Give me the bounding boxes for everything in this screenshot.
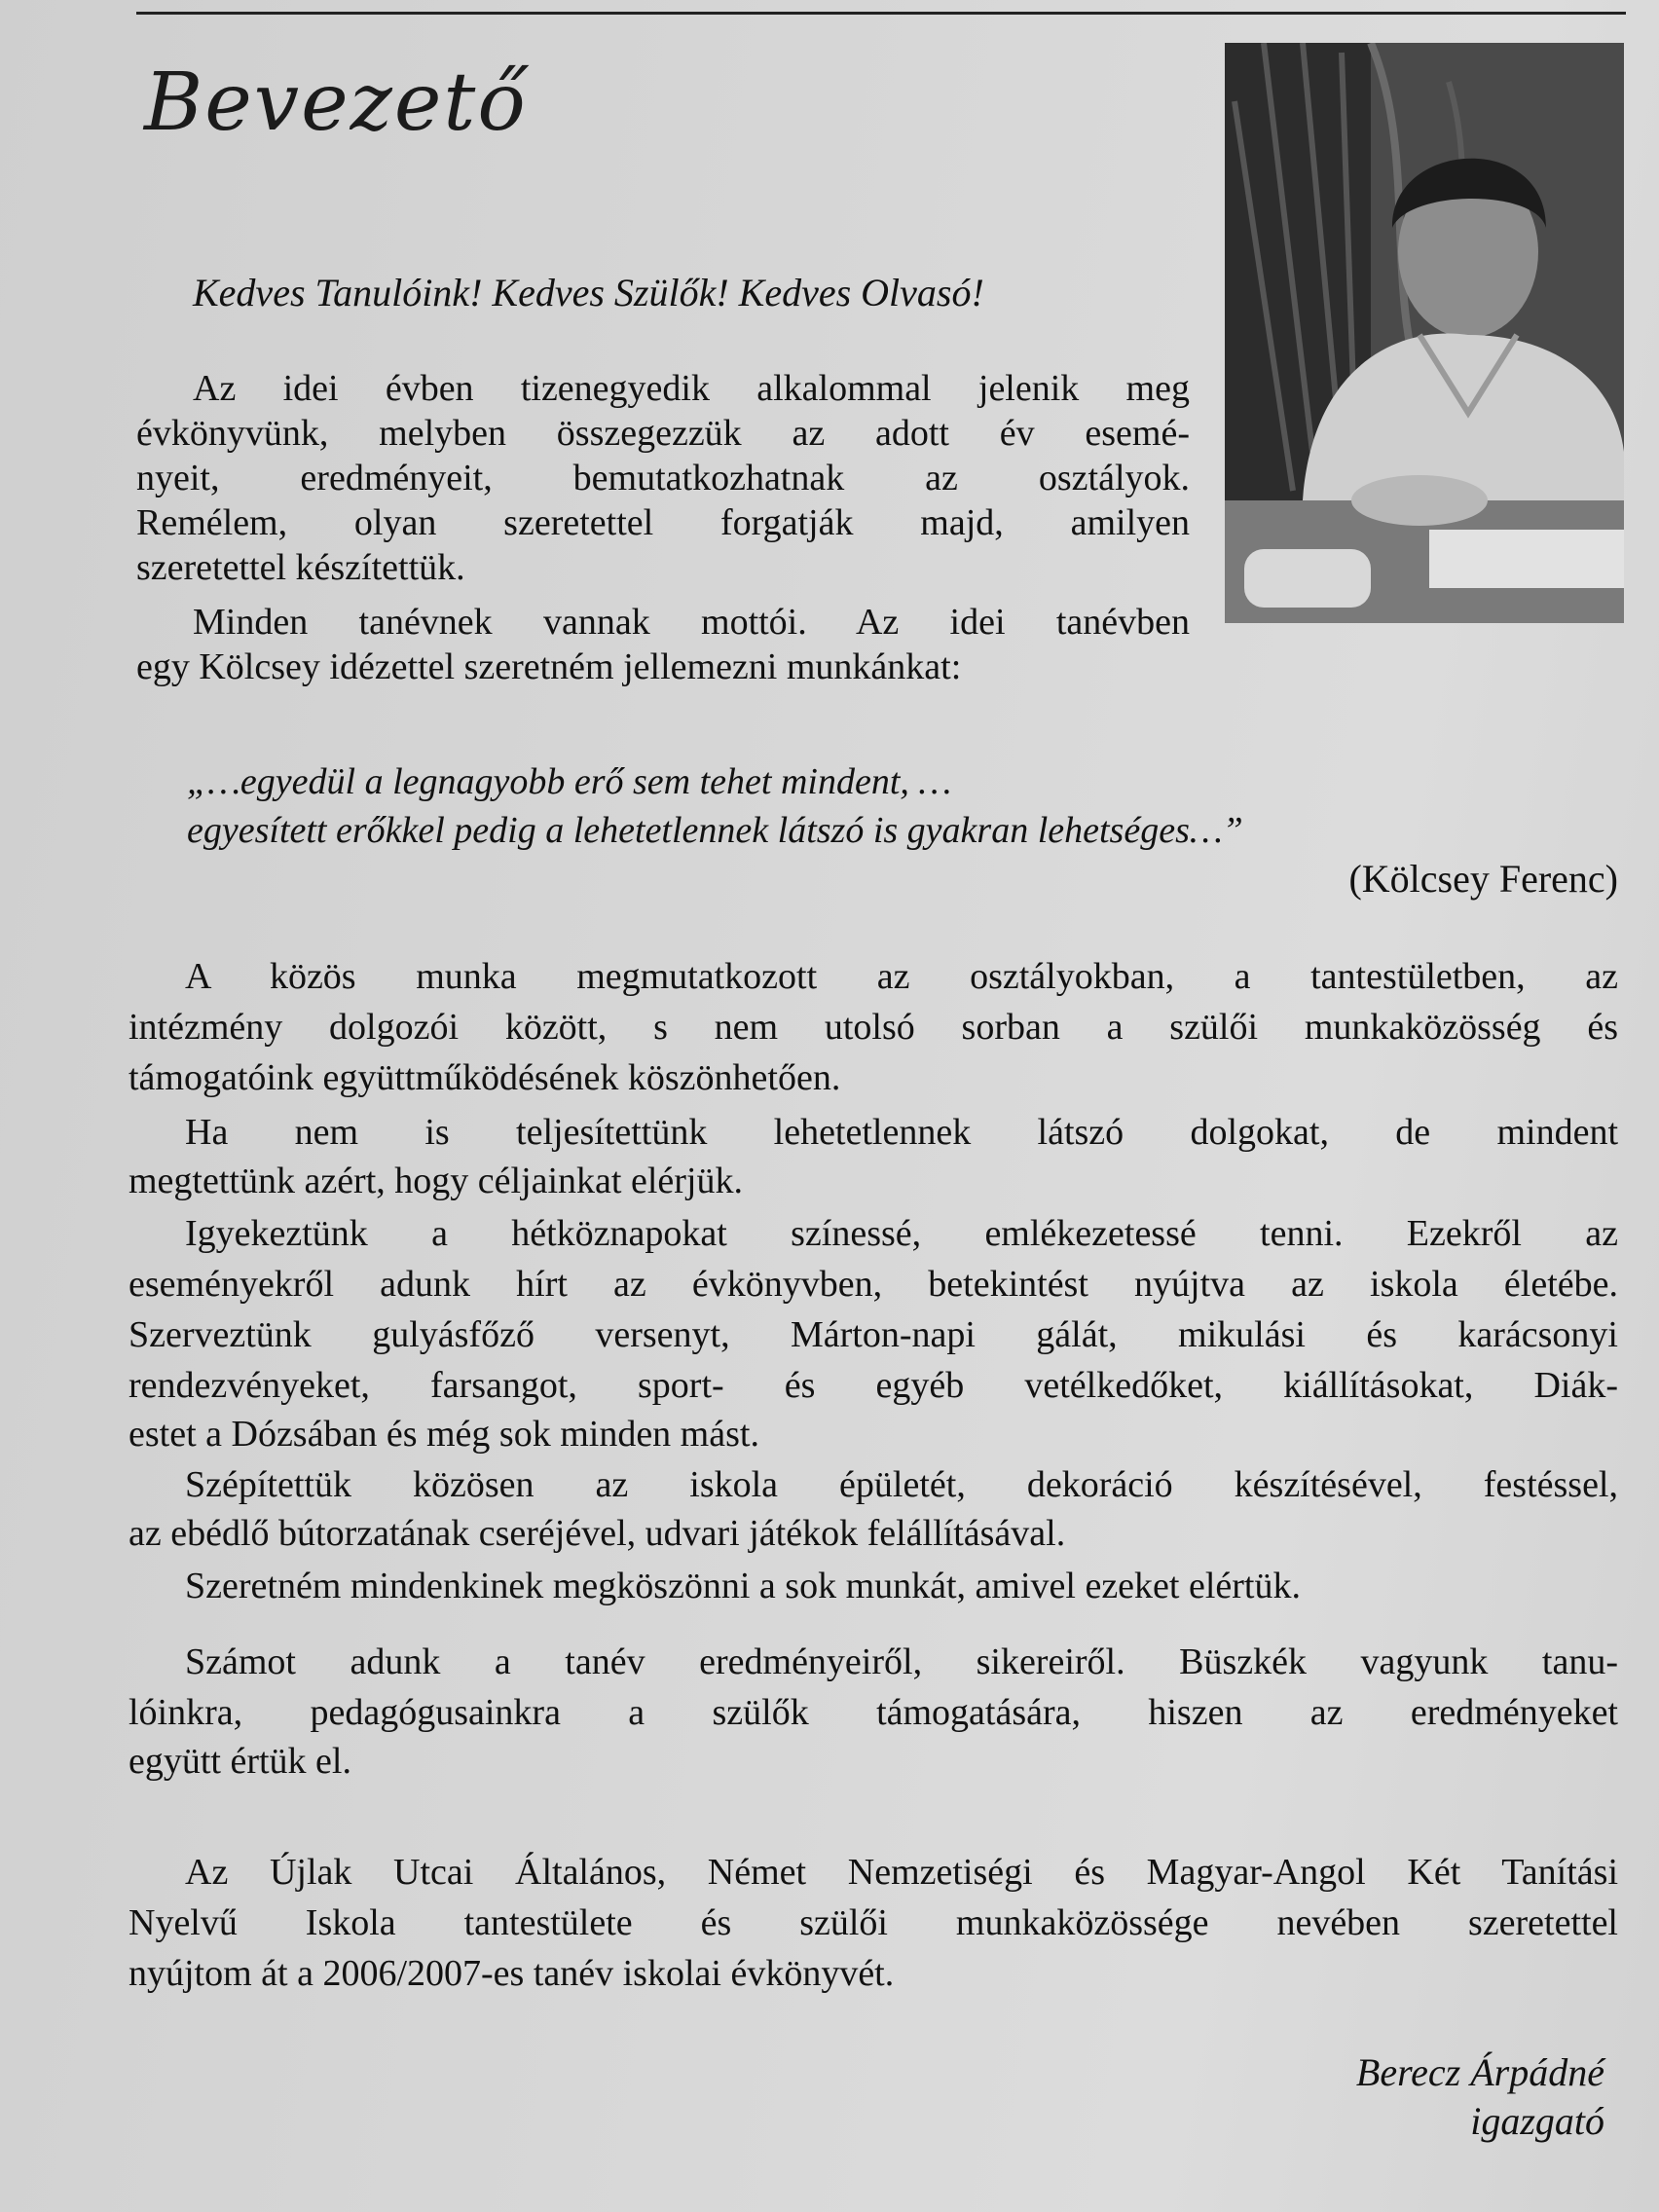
quote-line-1: „…egyedül a legnagyobb erő sem tehet mindent, … — [187, 761, 952, 802]
body-line-5: megtettünk azért, hogy céljainkat elérjük. — [129, 1161, 743, 1201]
signature-title: igazgató — [1470, 2099, 1604, 2143]
intro-line-7: egy Kölcsey idézettel szeretném jellemezni munkánkat: — [136, 646, 962, 687]
closing-line-1: Az Újlak Utcai Általános, Német Nemzetiségi és Magyar-Angol Két Tanítási — [185, 1852, 1618, 1893]
body-line-2: intézmény dolgozói között, s nem utolsó sorban a szülői munkaközösség és — [129, 1007, 1618, 1048]
signature — [1356, 2048, 1604, 2146]
page-title: Bevezető — [144, 56, 528, 149]
intro-line-1: Az idei évben tizenegyedik alkalommal jelenik meg — [193, 368, 1190, 409]
body-line-4: Ha nem is teljesítettünk lehetetlennek látszó dolgokat, de mindent — [185, 1112, 1618, 1153]
intro-line-3: nyeit, eredményeit, bemutatkozhatnak az osztályok. — [136, 458, 1190, 498]
body-line-8: Szerveztünk gulyásfőző versenyt, Márton-napi gálát, mikulási és karácsonyi — [129, 1314, 1618, 1355]
body-line-13: Szeretném mindenkinek megköszönni a sok munkát, amivel ezeket elértük. — [185, 1566, 1301, 1606]
results-line-2: lóinkra, pedagógusainkra a szülők támogatására, hiszen az eredményeket — [129, 1692, 1618, 1733]
quote-author: (Kölcsey Ferenc) — [1348, 857, 1618, 901]
body-line-9: rendezvényeket, farsangot, sport- és egyéb vetélkedőket, kiállításokat, Diák- — [129, 1365, 1618, 1406]
closing-line-3: nyújtom át a 2006/2007-es tanév iskolai évkönyvét. — [129, 1953, 895, 1994]
salutation: Kedves Tanulóink! Kedves Szülők! Kedves Olvasó! — [193, 271, 984, 314]
closing-line-2: Nyelvű Iskola tantestülete és szülői munkaközössége nevében szeretettel — [129, 1902, 1618, 1943]
body-line-3: támogatóink együttműködésének köszönhetően. — [129, 1057, 841, 1098]
results-line-3: együtt értük el. — [129, 1741, 351, 1782]
body-line-12: az ebédlő bútorzatának cseréjével, udvari játékok felállításával. — [129, 1513, 1066, 1554]
intro-line-5: szeretettel készítettük. — [136, 547, 465, 588]
intro-line-4: Remélem, olyan szeretettel forgatják majd, amilyen — [136, 502, 1190, 543]
body-line-7: eseményekről adunk hírt az évkönyvben, betekintést nyújtva az iskola életébe. — [129, 1264, 1618, 1305]
body-line-6: Igyekeztünk a hétköznapokat színessé, emlékezetessé tenni. Ezekről az — [185, 1213, 1618, 1254]
portrait-photo — [1225, 43, 1624, 623]
results-line-1: Számot adunk a tanév eredményeiről, sikereiről. Büszkék vagyunk tanu- — [185, 1641, 1618, 1682]
body-line-1: A közös munka megmutatkozott az osztályokban, a tantestületben, az — [185, 956, 1618, 997]
signature-name: Berecz Árpádné — [1355, 2050, 1604, 2094]
body-line-10: estet a Dózsában és még sok minden mást. — [129, 1414, 759, 1455]
body-line-11: Szépítettük közösen az iskola épületét, dekoráció készítésével, festéssel, — [185, 1464, 1618, 1505]
quote-line-2: egyesített erőkkel pedig a lehetetlennek látszó is gyakran lehetséges…” — [187, 810, 1243, 851]
intro-line-2: évkönyvünk, melyben összegezzük az adott év esemé- — [136, 413, 1190, 454]
top-rule — [136, 12, 1626, 15]
intro-line-6: Minden tanévnek vannak mottói. Az idei tanévben — [193, 602, 1190, 643]
portrait-illustration — [1225, 43, 1624, 623]
